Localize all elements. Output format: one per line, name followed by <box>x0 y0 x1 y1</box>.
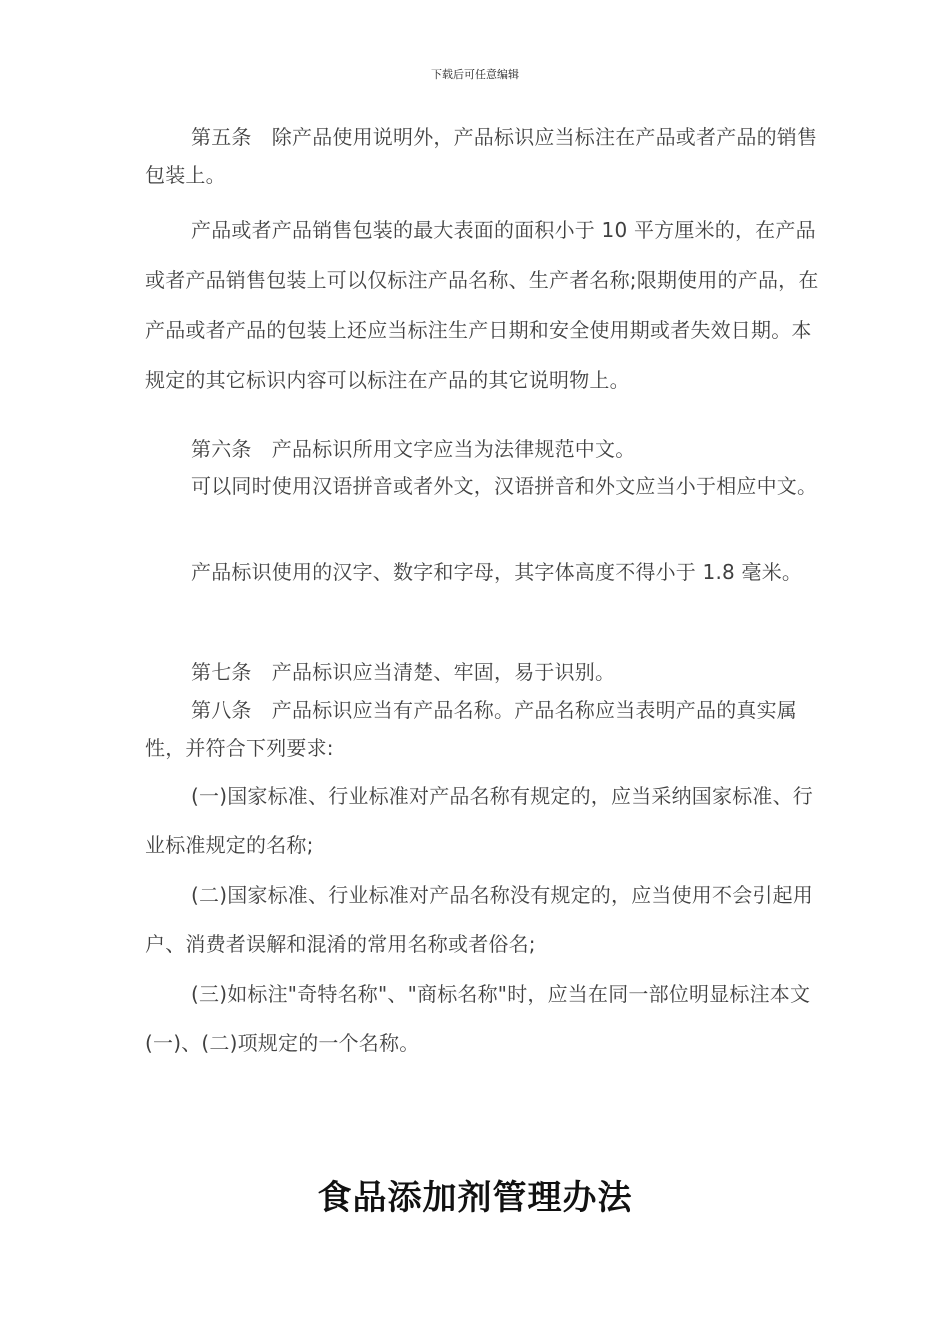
paragraph-item-1: (一)国家标准、行业标准对产品名称有规定的，应当采纳国家标准、行业标准规定的名称; <box>145 784 814 857</box>
paragraph-article-5: 第五条 除产品使用说明外，产品标识应当标注在产品或者产品的销售包装上。 <box>145 125 818 187</box>
paragraph-font-height: 产品标识使用的汉字、数字和字母，其字体高度不得小于 1.8 毫米。 <box>191 560 803 584</box>
paragraph-item-3: (三)如标注"奇特名称"、"商标名称"时，应当在同一部位明显标注本文(一)、(二)项规定的一个名称。 <box>145 982 811 1055</box>
paragraph-pinyin: 可以同时使用汉语拼音或者外文，汉语拼音和外文应当小于相应中文。 <box>191 474 818 498</box>
section-title: 食品添加剂管理办法 <box>317 1178 633 1218</box>
header-note: 下载后可任意编辑 <box>431 68 519 81</box>
paragraph-item-2: (二)国家标准、行业标准对产品名称没有规定的，应当使用不会引起用户、消费者误解和混淆的常用名称或者俗名; <box>145 883 814 956</box>
paragraph-size-exception: 产品或者产品销售包装的最大表面的面积小于 10 平方厘米的，在产品或者产品销售包装上可以仅标注产品名称、生产者名称;限期使用的产品，在产品或者产品的包装上还应当标注生产日期和安全使用期或者失效日期。本规定的其它标识内容可以标注在产品的其它说明物上。 <box>145 218 819 392</box>
paragraph-article-7: 第七条 产品标识应当清楚、牢固，易于识别。 <box>191 660 616 684</box>
paragraph-article-8: 第八条 产品标识应当有产品名称。产品名称应当表明产品的真实属性，并符合下列要求: <box>145 698 797 760</box>
paragraph-article-6: 第六条 产品标识所用文字应当为法律规范中文。 <box>191 437 636 461</box>
